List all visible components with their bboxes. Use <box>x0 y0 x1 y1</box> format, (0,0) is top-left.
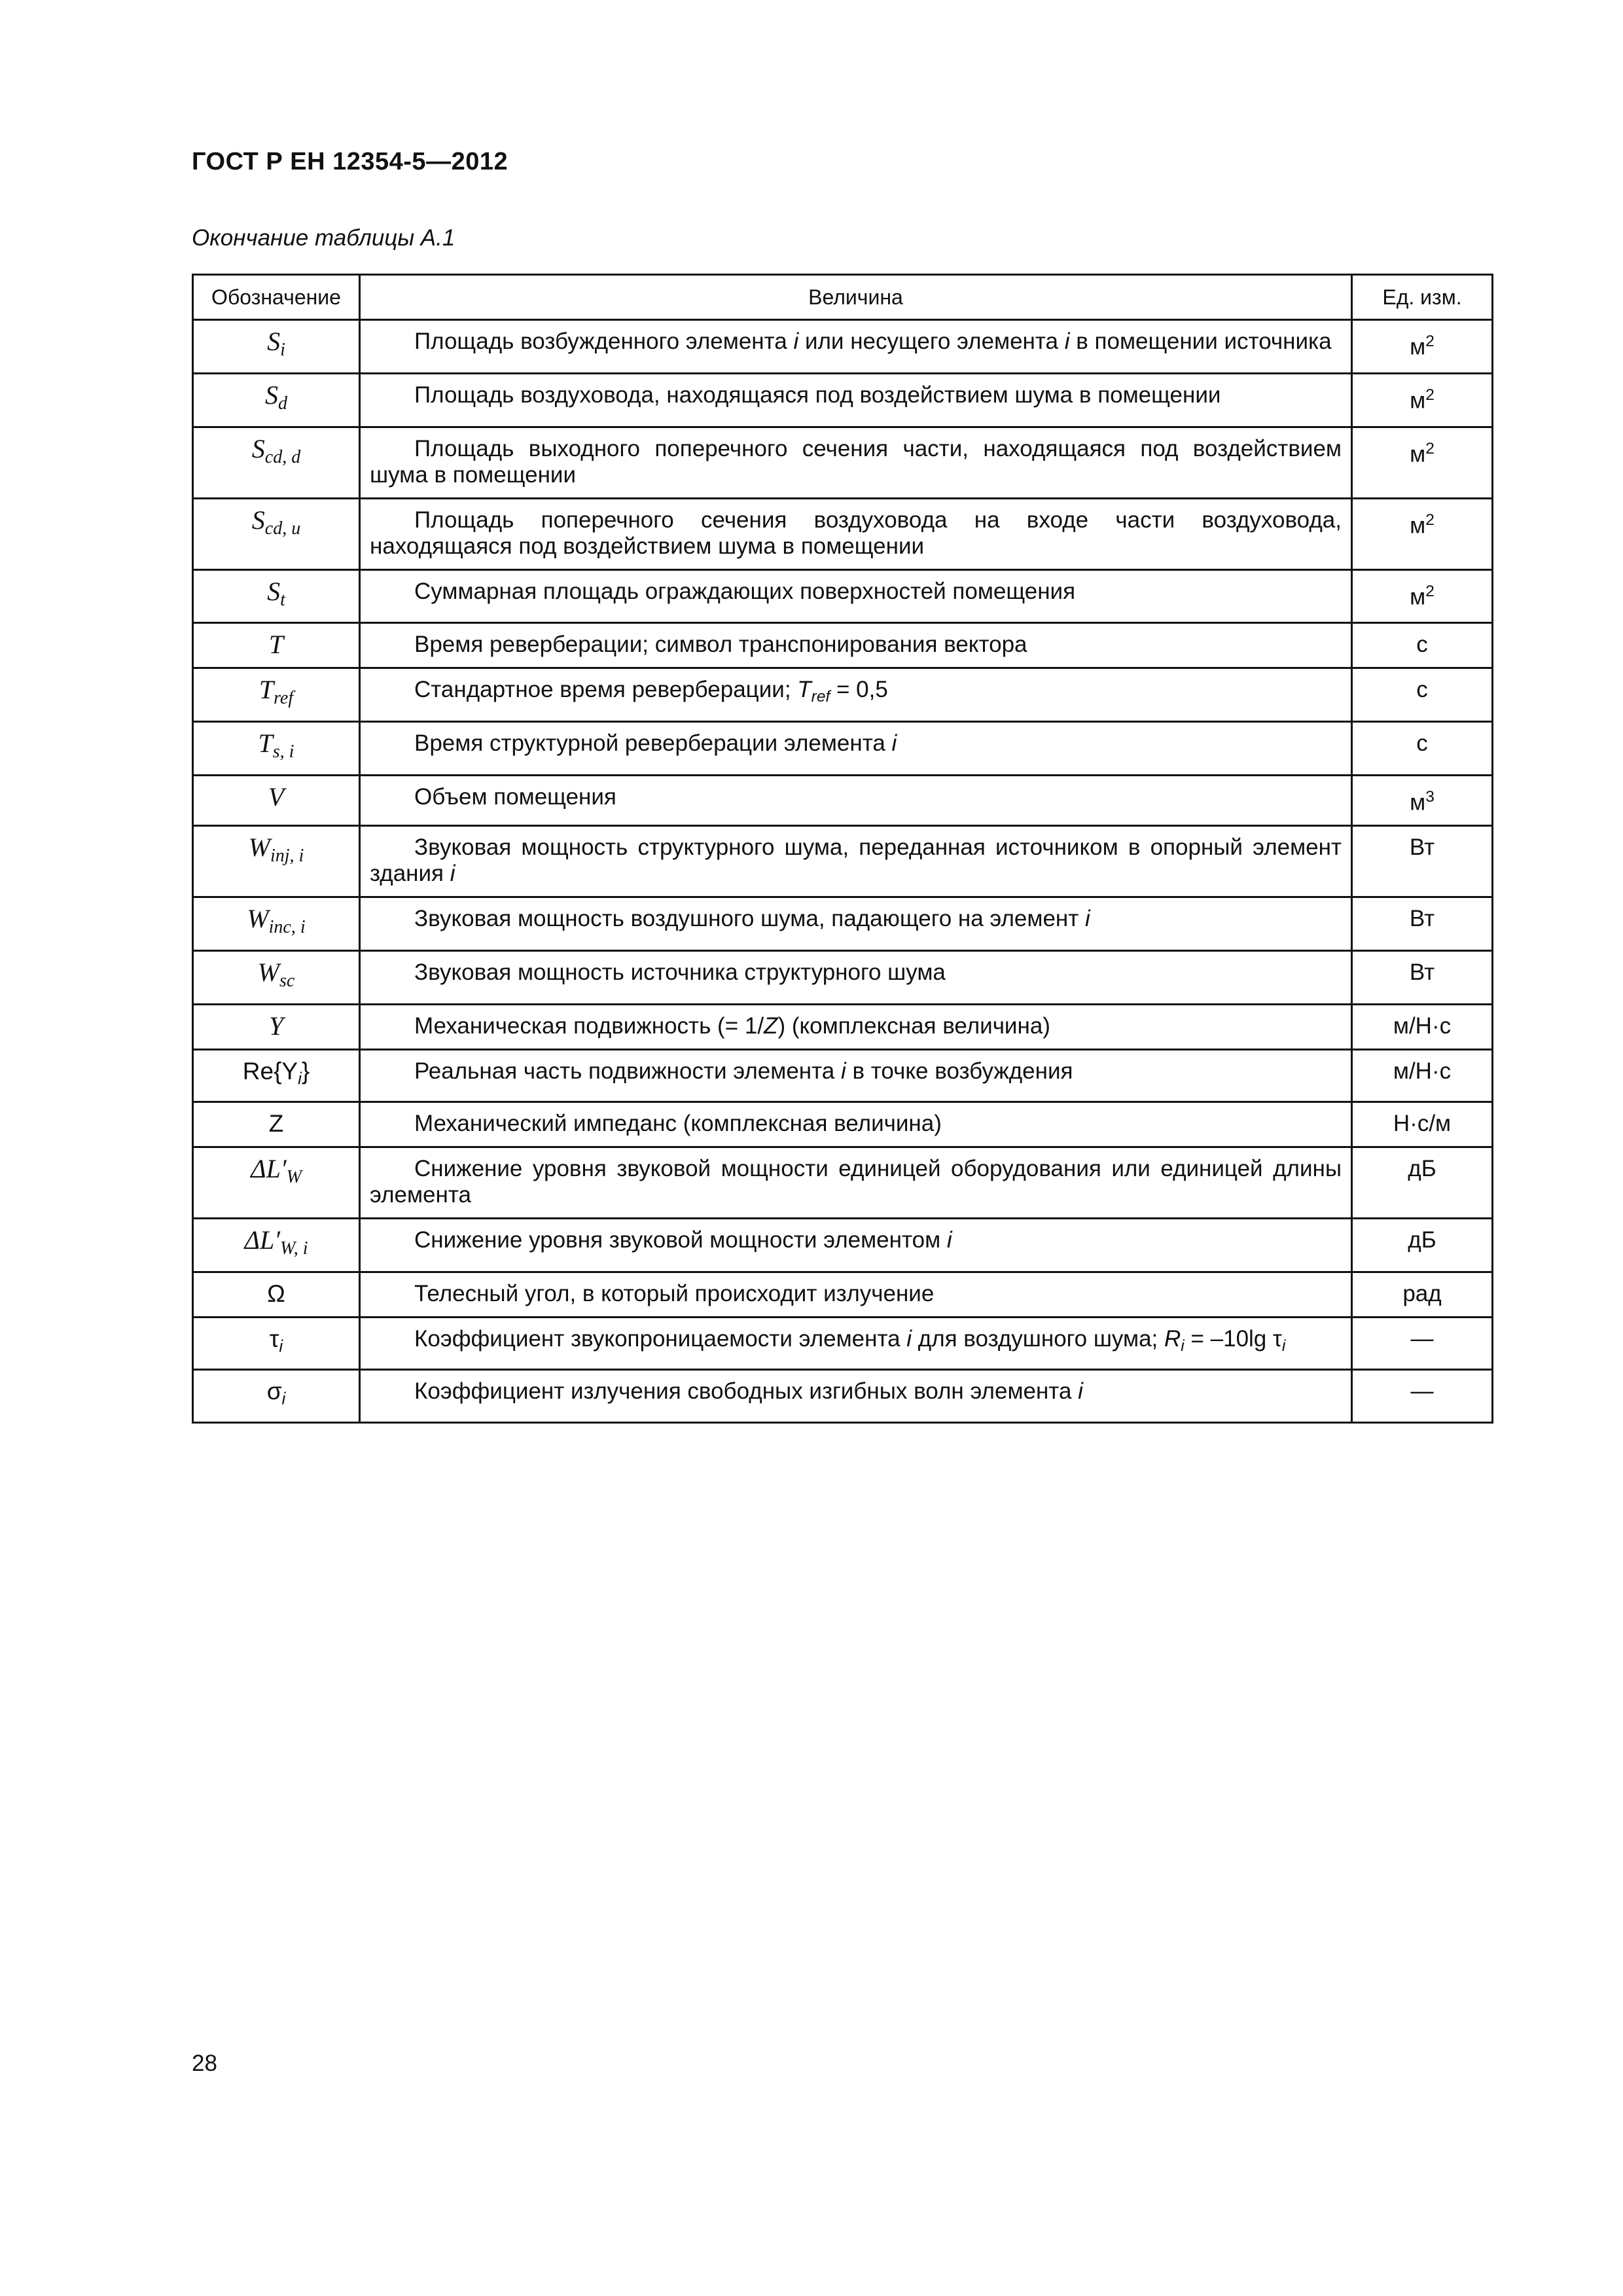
table-row <box>193 1147 1493 1219</box>
table-row <box>193 1102 1493 1147</box>
symbol-cell: $S_d$ <box>193 373 360 427</box>
symbol-cell: Z <box>193 1102 360 1147</box>
symbol-cell: Ω <box>193 1272 360 1318</box>
table-row <box>193 776 1493 826</box>
unit-cell: с <box>1352 623 1493 668</box>
symbol-cell: $W_{inj, i}$ <box>193 826 360 897</box>
unit-cell: с <box>1352 722 1493 776</box>
symbol-cell: $S_i$ <box>193 320 360 374</box>
quantity-cell: Коэффициент звукопроницаемости элемента i для воздушного шума; $R_i = -10\lg$ $\tau_i$ <box>360 1318 1352 1370</box>
quantity-cell: Снижение уровня звуковой мощности элементом i <box>360 1219 1352 1272</box>
unit-cell: с <box>1352 668 1493 722</box>
symbol-cell: $\Delta L'_{W, i}$ <box>193 1219 360 1272</box>
symbol-cell: $T_{s, i}$ <box>193 722 360 776</box>
unit-cell: м/Н·с <box>1352 1050 1493 1102</box>
table-row <box>193 1318 1493 1370</box>
quantity-cell: Коэффициент излучения свободных изгибных волн элемента i <box>360 1370 1352 1422</box>
quantity-cell: Площадь воздуховода, находящаяся под воздействием шума в помещении <box>360 373 1352 427</box>
table-row <box>193 897 1493 951</box>
unit-cell: Вт <box>1352 897 1493 951</box>
quantity-cell: Время реверберации; символ транспонирования вектора <box>360 623 1352 668</box>
table-row <box>193 826 1493 897</box>
symbol-cell: $S_{cd, d}$ <box>193 427 360 498</box>
unit-cell: рад <box>1352 1272 1493 1318</box>
quantity-cell: Реальная часть подвижности элемента i в точке возбуждения <box>360 1050 1352 1102</box>
symbols-table <box>192 274 1493 1424</box>
quantity-cell: Звуковая мощность воздушного шума, падающего на элемент i <box>360 897 1352 951</box>
symbol-cell: Y <box>193 1005 360 1050</box>
unit-cell: $м^2$ <box>1352 320 1493 374</box>
table-caption: Окончание таблицы А.1 <box>192 225 455 251</box>
symbol-cell: $\Delta L'_W$ <box>193 1147 360 1219</box>
symbol-cell: $\tau_i$ <box>193 1318 360 1370</box>
header-quantity: Величина <box>360 275 1352 320</box>
symbol-cell: $T_{ref}$ <box>193 668 360 722</box>
symbol-cell: $W_{sc}$ <box>193 951 360 1005</box>
unit-cell: Вт <box>1352 826 1493 897</box>
document-title: ГОСТ Р ЕН 12354-5—2012 <box>192 148 508 175</box>
quantity-cell: Площадь выходного поперечного сечения части, находящаяся под воздействием шума в помещении <box>360 427 1352 498</box>
table-header-row <box>193 275 1493 320</box>
table-row <box>193 623 1493 668</box>
table-row <box>193 951 1493 1005</box>
unit-cell: $м^2$ <box>1352 427 1493 498</box>
table-row <box>193 498 1493 569</box>
unit-cell: — <box>1352 1370 1493 1422</box>
unit-cell: $м^2$ <box>1352 498 1493 569</box>
table-row <box>193 1005 1493 1050</box>
quantity-cell: Звуковая мощность структурного шума, переданная источником в опорный элемент здания i <box>360 826 1352 897</box>
table-row <box>193 668 1493 722</box>
quantity-cell: Суммарная площадь ограждающих поверхностей помещения <box>360 569 1352 623</box>
unit-cell: м/Н·с <box>1352 1005 1493 1050</box>
header-unit: Ед. изм. <box>1352 275 1493 320</box>
quantity-cell: Стандартное время реверберации; $T_{ref} = 0,5$ <box>360 668 1352 722</box>
header-symbol: Обозначение <box>193 275 360 320</box>
symbol-cell: $\sigma_i$ <box>193 1370 360 1422</box>
quantity-cell: Звуковая мощность источника структурного шума <box>360 951 1352 1005</box>
table-row <box>193 569 1493 623</box>
quantity-cell: Снижение уровня звуковой мощности единицей оборудования или единицей длины элемента <box>360 1147 1352 1219</box>
unit-cell: $м^3$ <box>1352 776 1493 826</box>
symbol-cell: T <box>193 623 360 668</box>
unit-cell: $м^2$ <box>1352 569 1493 623</box>
symbol-cell: $S_t$ <box>193 569 360 623</box>
quantity-cell: Время структурной реверберации элемента i <box>360 722 1352 776</box>
quantity-cell: Объем помещения <box>360 776 1352 826</box>
quantity-cell: Площадь возбужденного элемента i или несущего элемента i в помещении источника <box>360 320 1352 374</box>
table-row <box>193 1272 1493 1318</box>
table-row <box>193 427 1493 498</box>
quantity-cell: Механический импеданс (комплексная величина) <box>360 1102 1352 1147</box>
unit-cell: Вт <box>1352 951 1493 1005</box>
table-row <box>193 722 1493 776</box>
quantity-cell: Механическая подвижность (= 1/Z) (комплексная величина) <box>360 1005 1352 1050</box>
unit-cell: $м^2$ <box>1352 373 1493 427</box>
symbol-cell: $W_{inc, i}$ <box>193 897 360 951</box>
table-row <box>193 1219 1493 1272</box>
quantity-cell: Площадь поперечного сечения воздуховода на входе части воздуховода, находящаяся под воздействием шума в помещении <box>360 498 1352 569</box>
table-row <box>193 320 1493 374</box>
table-row <box>193 1050 1493 1102</box>
table-row <box>193 1370 1493 1422</box>
symbol-cell: $Re\{Y_i\}$ <box>193 1050 360 1102</box>
symbol-cell: $S_{cd, u}$ <box>193 498 360 569</box>
unit-cell: дБ <box>1352 1147 1493 1219</box>
unit-cell: Н·с/м <box>1352 1102 1493 1147</box>
page-number: 28 <box>192 2051 217 2076</box>
unit-cell: дБ <box>1352 1219 1493 1272</box>
unit-cell: — <box>1352 1318 1493 1370</box>
symbol-cell: V <box>193 776 360 826</box>
table-row <box>193 373 1493 427</box>
quantity-cell: Телесный угол, в который происходит излучение <box>360 1272 1352 1318</box>
